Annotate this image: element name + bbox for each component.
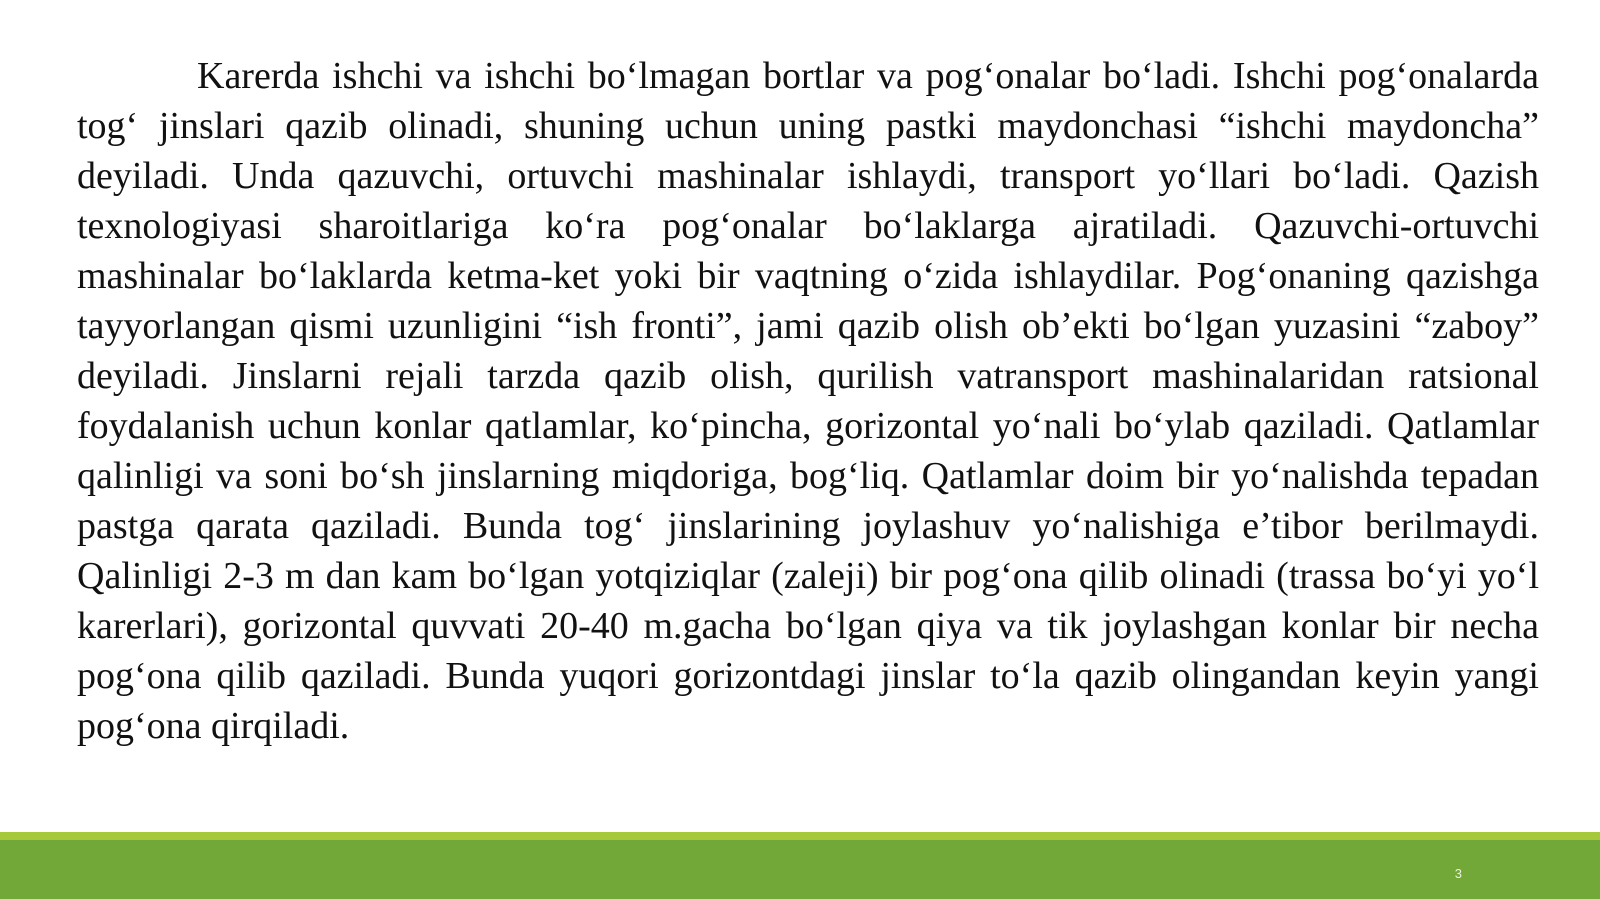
footer-accent-stripe [0,832,1600,840]
body-paragraph: Karerda ishchi va ishchi bo‘lmagan bortlar va pog‘onalar bo‘ladi. Ishchi pog‘onalarda tog‘ jinslari qazib olinadi, shuning uchun uning pastki maydonchasi “ishchi maydoncha” deyiladi. Unda qazuvchi, ortuvchi mashinalar ishlaydi, transport yo‘llari bo‘ladi. Qazish texnologiyasi sharoitlariga ko‘ra pog‘onalar bo‘laklarga ajratiladi. Qazuvchi-ortuvchi mashinalar bo‘laklarda ketma-ket yoki bir vaqtning o‘zida ishlaydilar. Pog‘onaning qazishga tayyorlangan qismi uzunligini “ish fronti”, jami qazib olish ob’ekti bo‘lgan yuzasini “zaboy” deyiladi. Jinslarni rejali tarzda qazib olish, qurilish vatransport mashinalaridan ratsional foydalanish uchun konlar qatlamlar, ko‘pincha, gorizontal yo‘nali bo‘ylab qaziladi. Qatlamlar qalinligi va soni bo‘sh jinslarning miqdoriga, bog‘liq. Qatlamlar doim bir yo‘nalishda tepadan pastga qarata qaziladi. Bunda tog‘ jinslarining joylashuv yo‘nalishiga e’tibor berilmaydi. Qalinligi 2-3 m dan kam bo‘lgan yotqiziqlar (zaleji) bir pog‘ona qilib olinadi (trassa bo‘yi yo‘l karerlari), gorizontal quvvati 20-40 m.gacha bo‘lgan qiya va tik joylashgan konlar bir necha pog‘ona qilib qaziladi. Bunda yuqori gorizontdagi jinslar to‘la qazib olingandan keyin yangi pog‘ona qirqiladi. [77,55,1539,747]
page-number: 3 [1454,866,1462,881]
footer-band [0,840,1600,899]
